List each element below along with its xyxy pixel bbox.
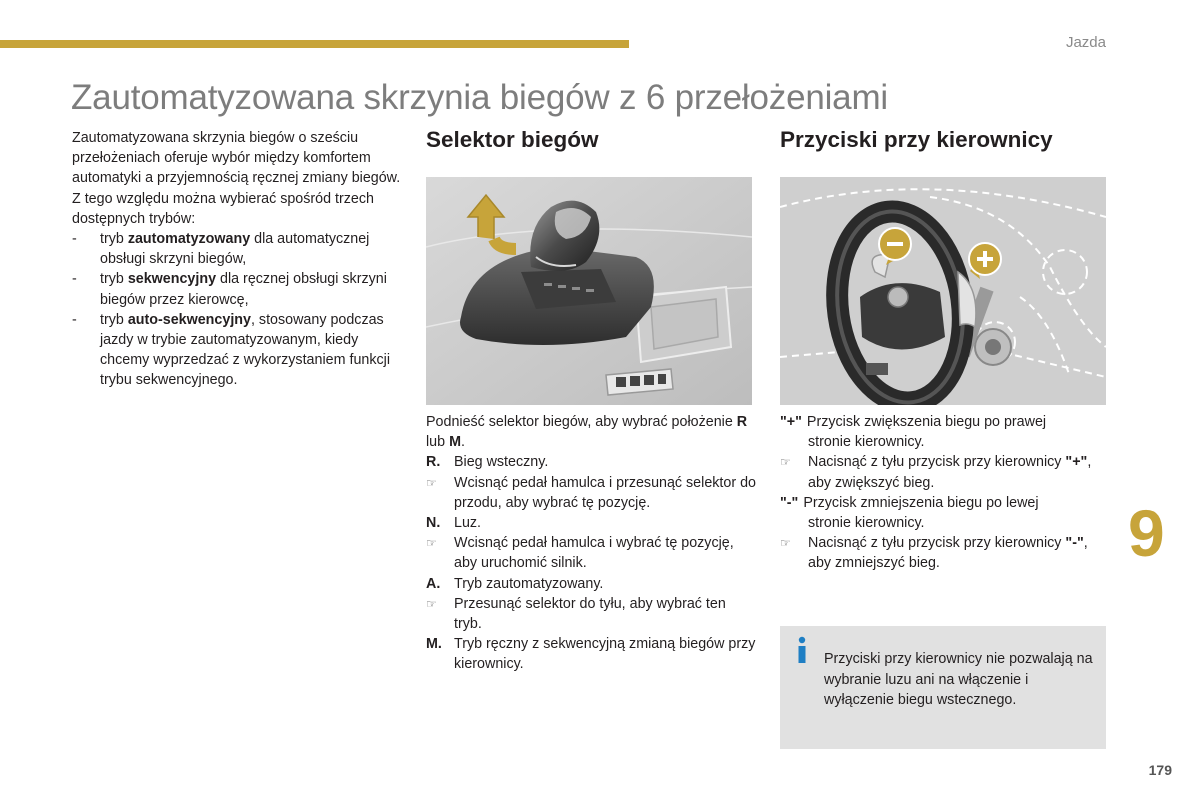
steering-wheel-paddles-illustration <box>780 177 1106 405</box>
page-number: 179 <box>1148 762 1172 778</box>
position-key: N. <box>426 515 441 532</box>
intro-paragraph: Z tego względu można wybierać spośród trzech dostępnych trybów: <box>72 190 374 227</box>
pointing-hand-icon: ☞ <box>426 596 437 611</box>
list-dash: - <box>72 311 77 328</box>
list-dash: - <box>72 231 77 248</box>
info-icon <box>795 636 809 664</box>
selector-heading: Selektor biegów <box>426 127 599 152</box>
list-item: - tryb sekwencyjny dla ręcznej obsługi skrzyni biegów przez kierowcę, <box>72 269 407 309</box>
list-dash: - <box>72 271 77 288</box>
paddle-key: "-" <box>780 494 799 511</box>
instruction-step: ☞ Nacisnąć z tyłu przycisk przy kierownicy "+", aby zwiększyć bieg. <box>780 452 1106 492</box>
section-name: Jazda <box>1065 34 1106 51</box>
list-item: - tryb zautomatyzowany dla automatycznej obsługi skrzyni biegów, <box>72 229 407 269</box>
paddle-definition: "-" Przycisk zmniejszenia biegu po lewej <box>780 493 1106 513</box>
chapter-number: 9 <box>1128 496 1165 570</box>
pointing-hand-icon: ☞ <box>780 536 791 551</box>
paddle-key: "+" <box>780 414 802 430</box>
pointing-hand-icon: ☞ <box>426 475 437 490</box>
intro-column <box>72 128 407 391</box>
pointing-hand-icon: ☞ <box>426 536 437 551</box>
header-accent-bar <box>0 40 629 48</box>
intro-paragraph: Zautomatyzowana skrzynia biegów o sześciu przełożeniach oferuje wybór między komfortem automatyki a przyjemnością ręcznej zmiany biegów. <box>72 130 401 187</box>
page-title: Zautomatyzowana skrzynia biegów z 6 przełożeniami <box>71 78 888 117</box>
selector-intro: Podnieść selektor biegów, aby wybrać położenie R lub M. <box>426 414 748 451</box>
position-definition: R. Bieg wsteczny. <box>426 452 756 472</box>
info-text: Przyciski przy kierownicy nie pozwalają na wybranie luzu ani na włączenie i wyłączenie biegu wstecznego. <box>824 651 1093 708</box>
instruction-step: ☞ Przesunąć selektor do tyłu, aby wybrać ten tryb. <box>426 594 756 634</box>
selector-text <box>426 412 756 675</box>
mode-name: auto-sekwencyjny <box>127 311 251 328</box>
position-key: R. <box>426 454 441 471</box>
instruction-step: ☞ Wcisnąć pedał hamulca i przesunąć selektor do przodu, aby wybrać tę pozycję. <box>426 473 756 513</box>
info-box <box>780 626 1106 749</box>
instruction-step: ☞ Nacisnąć z tyłu przycisk przy kierownicy "-", aby zmniejszyć bieg. <box>780 533 1106 573</box>
position-key: A. <box>426 575 441 592</box>
paddle-definition: "+" Przycisk zwiększenia biegu po prawej <box>780 412 1106 432</box>
mode-list <box>72 229 407 391</box>
gear-selector-illustration <box>426 177 752 405</box>
position-definition: A. Tryb zautomatyzowany. <box>426 574 756 594</box>
paddles-text: "+" Przycisk zwiększenia biegu po prawej stronie kierownicy. ☞ Nacisnąć z tyłu przycisk przy kierownicy "+", aby zwiększyć bieg. "-" Przycisk zmniejszenia biegu po lewej stronie kierownicy. ☞ Nacisnąć z tyłu przycisk przy kierownicy "-", aby zmniejszyć bieg. <box>780 412 1106 574</box>
pointing-hand-icon: ☞ <box>780 455 791 470</box>
position-key: M. <box>426 636 442 653</box>
position-definition: N. Luz. <box>426 513 756 533</box>
mode-name: zautomatyzowany <box>127 231 251 248</box>
list-item: - tryb auto-sekwencyjny, stosowany podczas jazdy w trybie zautomatyzowanym, kiedy chcemy wyprzedzać z wykorzystaniem funkcji trybu sekwencyjnego. <box>72 310 407 391</box>
paddles-heading: Przyciski przy kierownicy <box>780 127 1053 152</box>
instruction-step: ☞ Wcisnąć pedał hamulca i wybrać tę pozycję, aby uruchomić silnik. <box>426 533 756 573</box>
mode-name: sekwencyjny <box>127 271 217 288</box>
position-definition: M. Tryb ręczny z sekwencyjną zmianą biegów przy kierownicy. <box>426 634 756 674</box>
minus-icon <box>887 242 903 246</box>
